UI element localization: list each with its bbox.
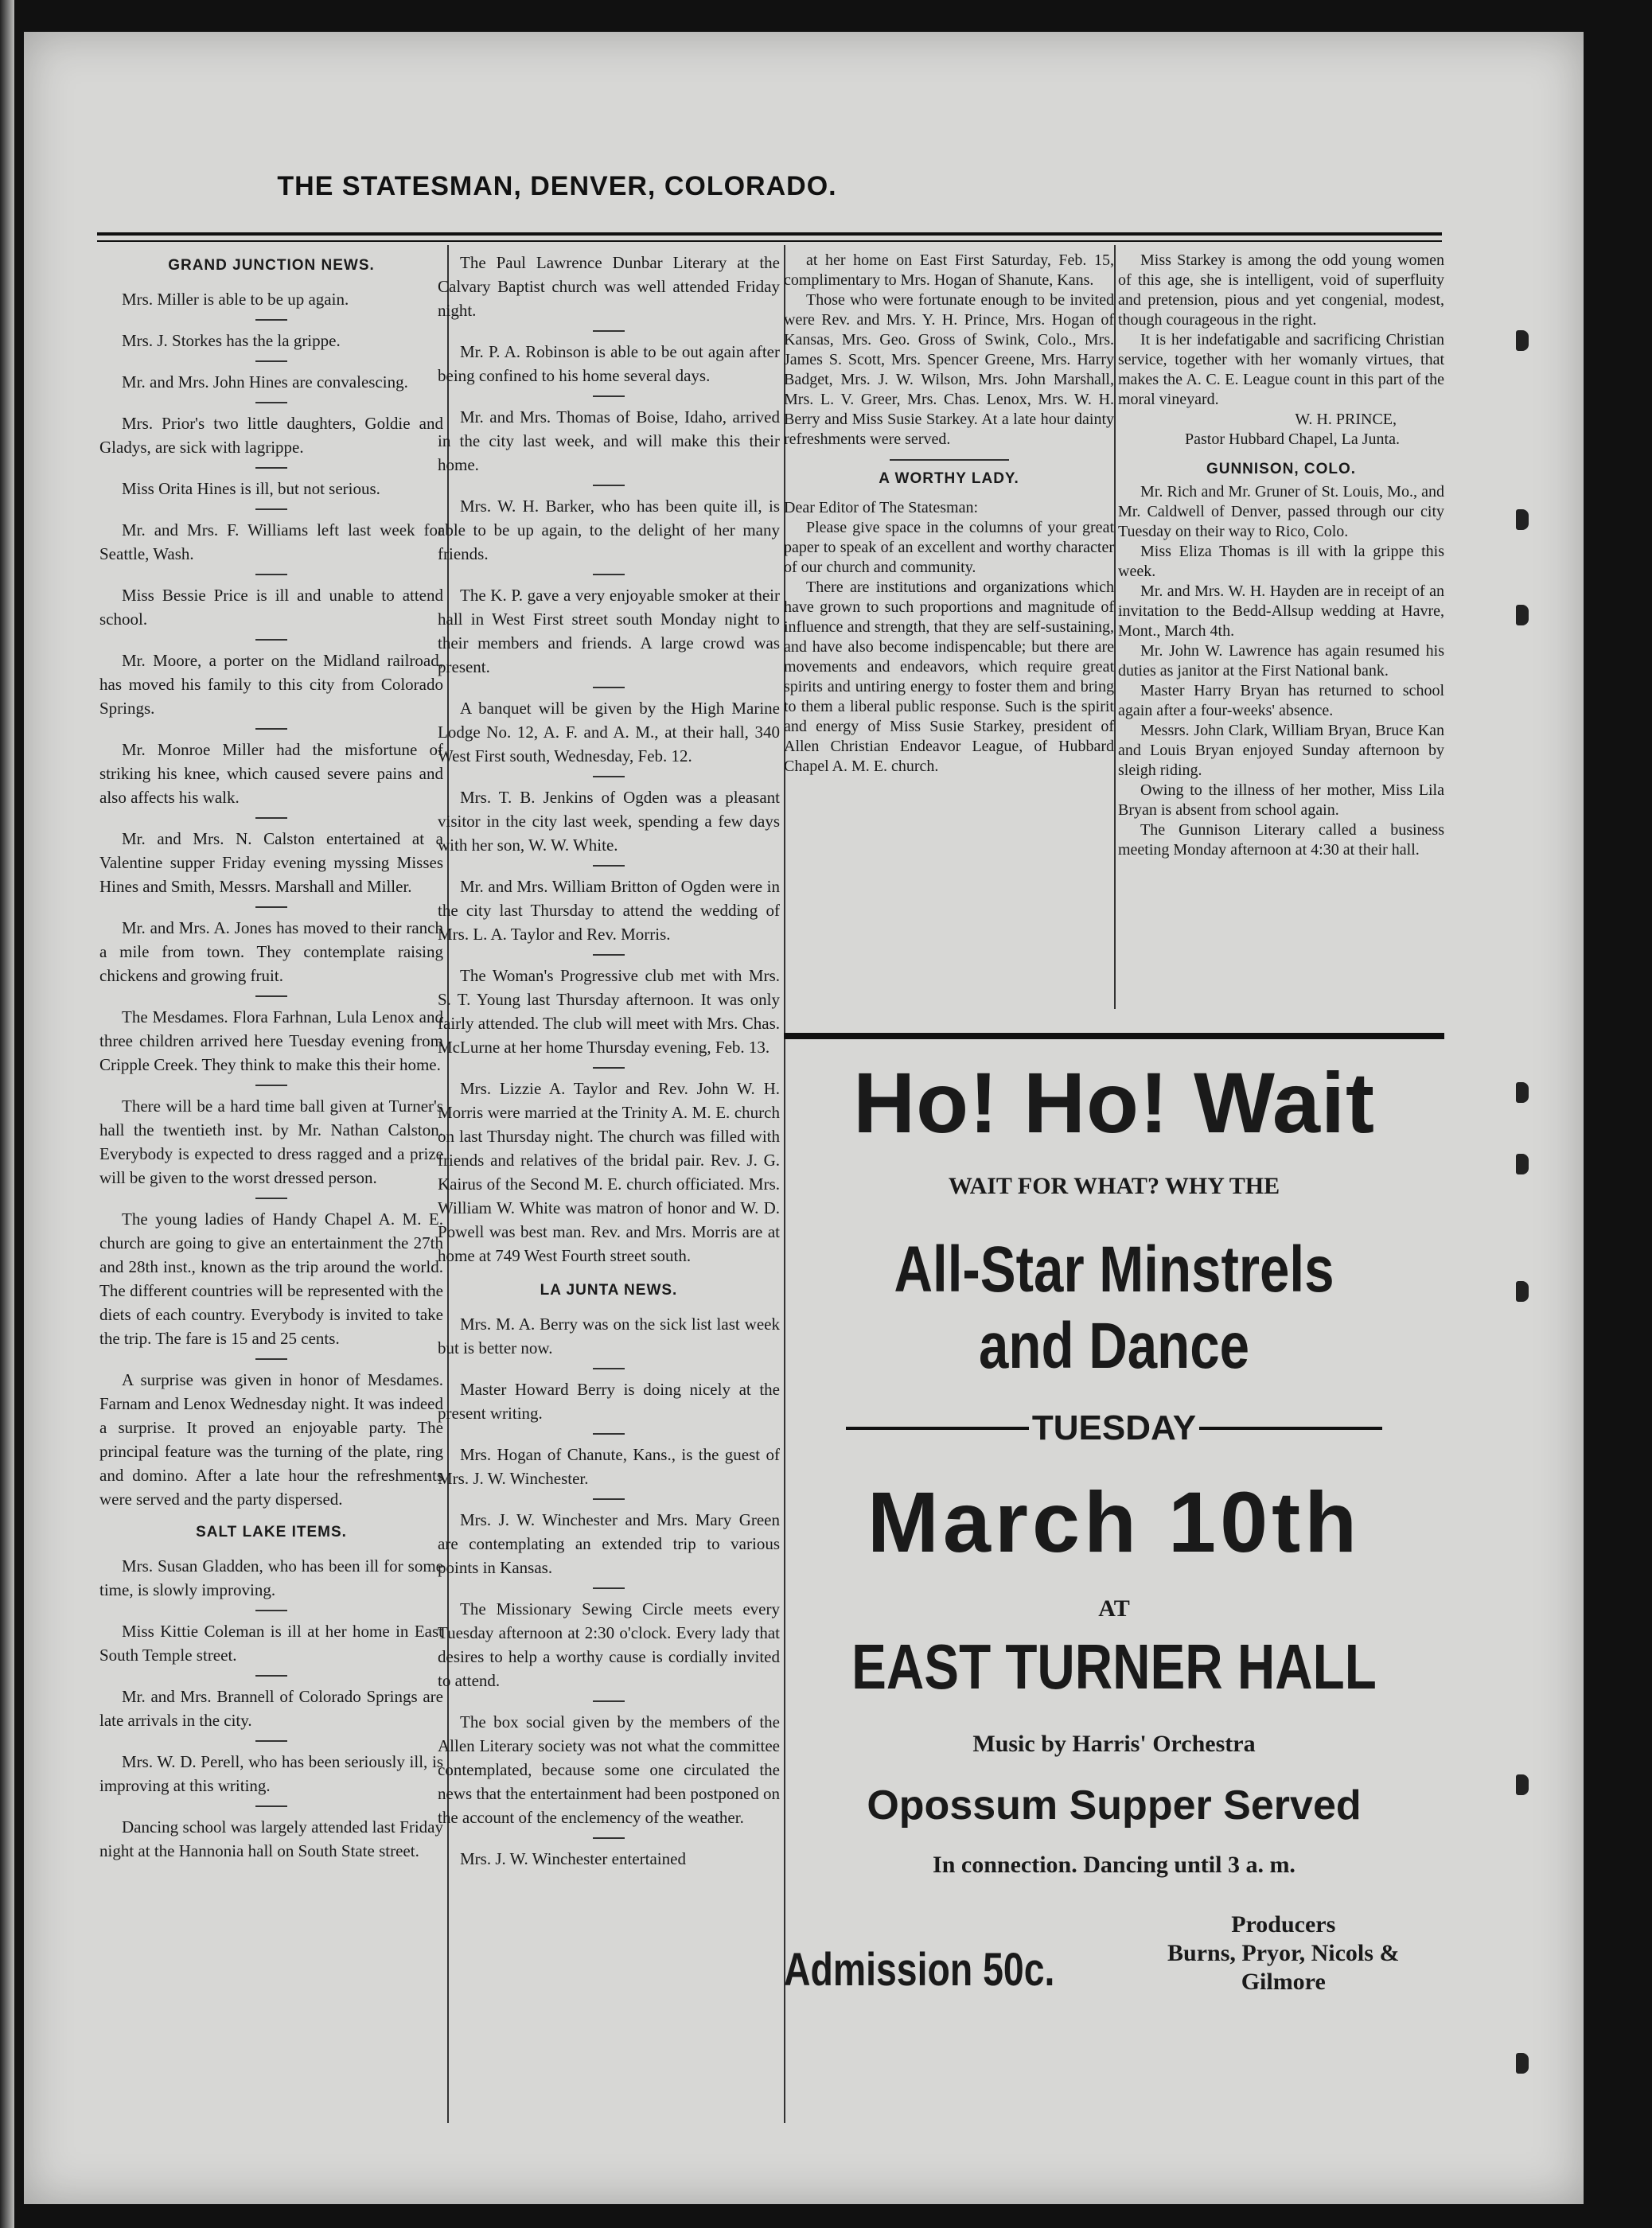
section-heading-grand-junction: GRAND JUNCTION NEWS. [168,257,375,274]
news-item: There will be a hard time ball given at Turner's hall the twentieth inst. by Mr. Nathan Calston. Everybody is expected to dress ragged and a prize will be given to the worst dressed person. [99,1096,443,1187]
news-item: Mrs. W. D. Perell, who has been seriously ill, is improving at this writing. [99,1752,443,1795]
binding-hole [1516,1082,1529,1103]
news-item: Miss Orita Hines is ill, but not serious. [122,479,380,498]
news-item: Miss Starkey is among the odd young women of this age, she is intelligent, void of superfluity and pretension, pious and yet congenial, modest, though courageous in the right. [1118,251,1444,329]
news-item: Mr. Moore, a porter on the Midland railroad, has moved his family to this city from Colorado Springs. [99,651,443,718]
letter-salutation: Dear Editor of The Statesman: [784,499,979,516]
news-item: Mrs. Miller is able to be up again. [122,290,349,309]
item-separator [255,1610,287,1611]
ad-connection: In connection. Dancing until 3 a. m. [933,1852,1295,1878]
item-separator [593,395,625,397]
ad-headline: Ho! Ho! Wait [853,1054,1375,1151]
item-separator [593,776,625,777]
news-item: Please give space in the columns of your great paper to speak of an excellent and worthy character of our church and community. [784,519,1114,576]
news-item: Mrs. Lizzie A. Taylor and Rev. John W. H. Morris were married at the Trinity A. M. E. church on last Thursday night. The church was filled with friends and relatives of the bridal pair. Rev. J. G. Kairus of the Second M. E. church officiated. Mrs. William W. White was matron of honor and W. D. Powell was best man. Rev. and Mrs. Morris are at home at 749 West Fourth street south. [438,1079,780,1265]
news-item: Mr. Rich and Mr. Gruner of St. Louis, Mo., and Mr. Caldwell of Denver, passed through our city Tuesday on their way to Rico, Colo. [1118,483,1444,540]
news-item: Mr. and Mrs. John Hines are convalescing. [122,372,408,391]
news-item: The Missionary Sewing Circle meets every Tuesday afternoon at 2:30 o'clock. Every lady that desires to help a worthy cause is cordially invited to attend. [438,1599,780,1690]
item-separator [593,485,625,486]
news-item: Mrs. J. W. Winchester and Mrs. Mary Green are contemplating an extended trip to various points in Kansas. [438,1510,780,1577]
item-separator [255,1358,287,1360]
news-item: Miss Eliza Thomas is ill with la grippe this week. [1118,543,1444,580]
item-separator [593,687,625,688]
news-item: It is her indefatigable and sacrificing Christian service, together with her womanly virtues, that makes the A. C. E. League count in this part of the moral vineyard. [1118,331,1444,408]
binding-hole [1516,605,1529,625]
ad-title-line-1: All-Star Minstrels [894,1233,1334,1306]
masthead-rule [97,232,1442,242]
news-item: Miss Kittie Coleman is ill at her home in East South Temple street. [99,1622,443,1665]
item-separator [255,1675,287,1677]
news-item: Mr. and Mrs. W. H. Hayden are in receipt of an invitation to the Bedd-Allsup wedding at Havre, Mont., March 4th. [1118,582,1444,640]
news-item: The K. P. gave a very enjoyable smoker at their hall in West First street south Monday night to their members and friends. A large crowd was present. [438,586,780,676]
worthy-lady-items [784,518,1114,777]
news-item: Mr. and Mrs. William Britton of Ogden were in the city last Thursday to attend the wedding of Mrs. L. A. Taylor and Rev. Morris. [438,877,780,944]
binding-hole [1516,1154,1529,1174]
item-separator [593,1498,625,1500]
news-item: Those who were fortunate enough to be invited were Rev. and Mrs. Y. H. Prince, Mrs. Hogan of Kansas, Mrs. Geo. Gross of Swink, Colo., Mrs. James S. Scott, Mrs. Spencer Greene, Mrs. Harry Badget, Mrs. J. W. Wilson, Mrs. John Marshall, Mrs. L. V. Greer, Mrs. Chas. Lenox, Mrs. W. H. Berry and Miss Susie Starkey. At a late hour dainty refreshments were served. [784,291,1114,448]
la-junta-items [438,1312,780,1871]
news-item: A surprise was given in honor of Mesdames. Farnam and Lenox Wednesday night. It was indeed a surprise. It proved an enjoyable party. The principal feature was the turning of the plate, ring and domino. After a late hour the refreshments were served and the party dispersed. [99,1370,443,1509]
item-separator [255,319,287,321]
item-separator [255,639,287,641]
news-item: Mr. Monroe Miller had the misfortune of striking his knee, which caused severe pains and also affects his walk. [99,740,443,807]
minstrels-advertisement [784,1033,1444,2147]
gunnison-items [1118,482,1444,860]
news-item: Mrs. M. A. Berry was on the sick list last week but is better now. [438,1315,780,1357]
news-item: Mrs. Prior's two little daughters, Goldie and Gladys, are sick with lagrippe. [99,414,443,457]
item-separator [255,995,287,997]
binding-hole [1516,2053,1529,2074]
ad-producers-names: Burns, Pryor, Nicols & Gilmore [1167,1940,1400,1995]
ad-admission: Admission 50c. [784,1944,1055,1996]
item-separator [255,906,287,908]
binding-hole [1516,509,1529,530]
news-item: A banquet will be given by the High Marine Lodge No. 12, A. F. and A. M., at their hall, 340 West First south, Wednesday, Feb. 12. [438,699,780,765]
page-edge [0,0,14,2228]
column-2 [438,251,780,1871]
item-separator [255,728,287,730]
item-separator [593,954,625,956]
item-separator [593,1587,625,1589]
grand-junction-items [99,287,443,1511]
news-item: Messrs. John Clark, William Bryan, Bruce Kan and Louis Bryan enjoyed Sunday afternoon by sleigh riding. [1118,722,1444,779]
ad-supper: Opossum Supper Served [867,1782,1362,1829]
ad-hall: EAST TURNER HALL [851,1631,1377,1702]
ad-at: AT [1098,1595,1130,1622]
item-separator [593,1433,625,1435]
ad-top-rule [784,1033,1444,1039]
ad-producers [1122,1911,1444,1996]
salt-lake-items [99,1554,443,1863]
news-item: Mr. and Mrs. F. Williams left last week for Seattle, Wash. [99,520,443,563]
news-item: The Paul Lawrence Dunbar Literary at the Calvary Baptist church was well attended Friday night. [438,253,780,320]
binding-hole [1516,330,1529,351]
section-heading-la-junta: LA JUNTA NEWS. [540,1282,678,1299]
item-separator [255,1198,287,1199]
news-item: There are institutions and organizations which have grown to such proportions and magnitude of influence and strength, that they are self-sustaining, and have also become indispencable; but there are movements and endeavors, which require great spirits and untiring energy to foster them and bring to them a liberal public response. Such is the spirit and energy of Miss Susie Starkey, president of Allen Christian Endeavor League, of Hubbard Chapel A. M. E. church. [784,578,1114,775]
news-item: Mr. and Mrs. Brannell of Colorado Springs are late arrivals in the city. [99,1687,443,1730]
news-item: The box social given by the members of the Allen Literary society was not what the committee contemplated, because some one circulated the news that the entertainment had been postponed on the account of the enclemency of the weather. [438,1712,780,1827]
news-item: Mr. and Mrs. Thomas of Boise, Idaho, arrived in the city last week, and will make this their home. [438,407,780,474]
ad-day-rule-left [846,1427,1029,1430]
news-item: The young ladies of Handy Chapel A. M. E. church are going to give an entertainment the 27th and 28th inst., known as the trip around the world. The different countries will be represented with the diets of each country. Everybody is invited to take the trip. The fare is 15 and 25 cents. [99,1209,443,1348]
local-items [438,251,780,1268]
column-1 [99,251,443,1863]
item-separator [255,1740,287,1742]
ad-day-rule-right [1199,1427,1382,1430]
signature: W. H. PRINCE, [1295,411,1397,428]
item-separator [255,402,287,403]
column-4 [1118,251,1444,860]
news-item: Mrs. J. W. Winchester entertained [460,1849,686,1868]
ad-bottom-row [784,1911,1444,1996]
ad-producers-label: Producers [1231,1911,1336,1938]
news-item: Mr. P. A. Robinson is able to be out again after being confined to his home several days. [438,342,780,385]
ad-day [784,1408,1444,1448]
news-item: Mrs. Hogan of Chanute, Kans., is the guest of Mrs. J. W. Winchester. [438,1445,780,1488]
item-separator [255,1805,287,1807]
item-separator [255,360,287,362]
news-item: Miss Bessie Price is ill and unable to attend school. [99,586,443,629]
item-separator [593,574,625,575]
item-separator [593,1837,625,1839]
item-separator [593,330,625,332]
column-3 [784,251,1114,777]
newspaper-page [24,32,1584,2204]
news-item: Mrs. J. Storkes has the la grippe. [122,331,341,350]
separator [890,459,1009,461]
masthead: THE STATESMAN, DENVER, COLORADO. [277,171,837,201]
item-separator [255,817,287,819]
section-heading-gunnison: GUNNISON, COLO. [1206,461,1357,477]
column-divider-3 [1114,245,1116,1009]
winchester-items [784,251,1114,450]
item-separator [255,508,287,510]
news-item: at her home on East First Saturday, Feb. 15, complimentary to Mrs. Hogan of Shanute, Kans. [784,251,1114,289]
news-item: Owing to the illness of her mother, Miss Lila Bryan is absent from school again. [1118,781,1444,819]
item-separator [255,574,287,575]
starkey-items [1118,251,1444,410]
news-item: Mrs. T. B. Jenkins of Ogden was a pleasant visitor in the city last week, spending a few days with her son, W. W. White. [438,788,780,855]
item-separator [593,865,625,867]
news-item: Mr. and Mrs. A. Jones has moved to their ranch a mile from town. They contemplate raising chickens and growing fruit. [99,918,443,985]
binding-hole [1516,1281,1529,1302]
news-item: Master Harry Bryan has returned to school again after a four-weeks' absence. [1118,682,1444,719]
news-item: The Mesdames. Flora Farhnan, Lula Lenox and three children arrived here Tuesday evening from Cripple Creek. They think to make this their home. [99,1007,443,1074]
item-separator [593,1700,625,1702]
news-item: Dancing school was largely attended last Friday night at the Hannonia hall on South State street. [99,1817,443,1860]
news-item: The Gunnison Literary called a business meeting Monday afternoon at 4:30 at their hall. [1118,821,1444,859]
item-separator [593,1067,625,1069]
ad-day-label: TUESDAY [1031,1408,1197,1447]
news-item: Mrs. Susan Gladden, who has been ill for some time, is slowly improving. [99,1556,443,1599]
item-separator [255,1085,287,1086]
section-heading-worthy-lady: A WORTHY LADY. [879,470,1019,487]
ad-subline: WAIT FOR WHAT? WHY THE [948,1173,1280,1199]
news-item: Mr. John W. Lawrence has again resumed his duties as janitor at the First National bank. [1118,642,1444,680]
news-item: Mr. and Mrs. N. Calston entertained at a Valentine supper Friday evening myssing Misses Hines and Smith, Messrs. Marshall and Miller. [99,829,443,896]
news-item: The Woman's Progressive club met with Mrs. S. T. Young last Thursday afternoon. It was only fairly attended. The club will meet with Mrs. Chas. McLurne at her home Thursday evening, Feb. 13. [438,966,780,1057]
item-separator [593,1368,625,1369]
news-item: Mrs. W. H. Barker, who has been quite ill, is able to be up again, to the delight of her many friends. [438,497,780,563]
binding-holes [1516,0,1548,2228]
item-separator [255,467,287,469]
section-heading-salt-lake: SALT LAKE ITEMS. [196,1524,347,1541]
ad-music: Music by Harris' Orchestra [972,1731,1256,1757]
news-item: Master Howard Berry is doing nicely at the present writing. [438,1380,780,1423]
binding-hole [1516,1774,1529,1795]
signature-title: Pastor Hubbard Chapel, La Junta. [1185,430,1400,448]
ad-date: March 10th [867,1474,1362,1570]
ad-title-line-2: and Dance [978,1310,1250,1382]
